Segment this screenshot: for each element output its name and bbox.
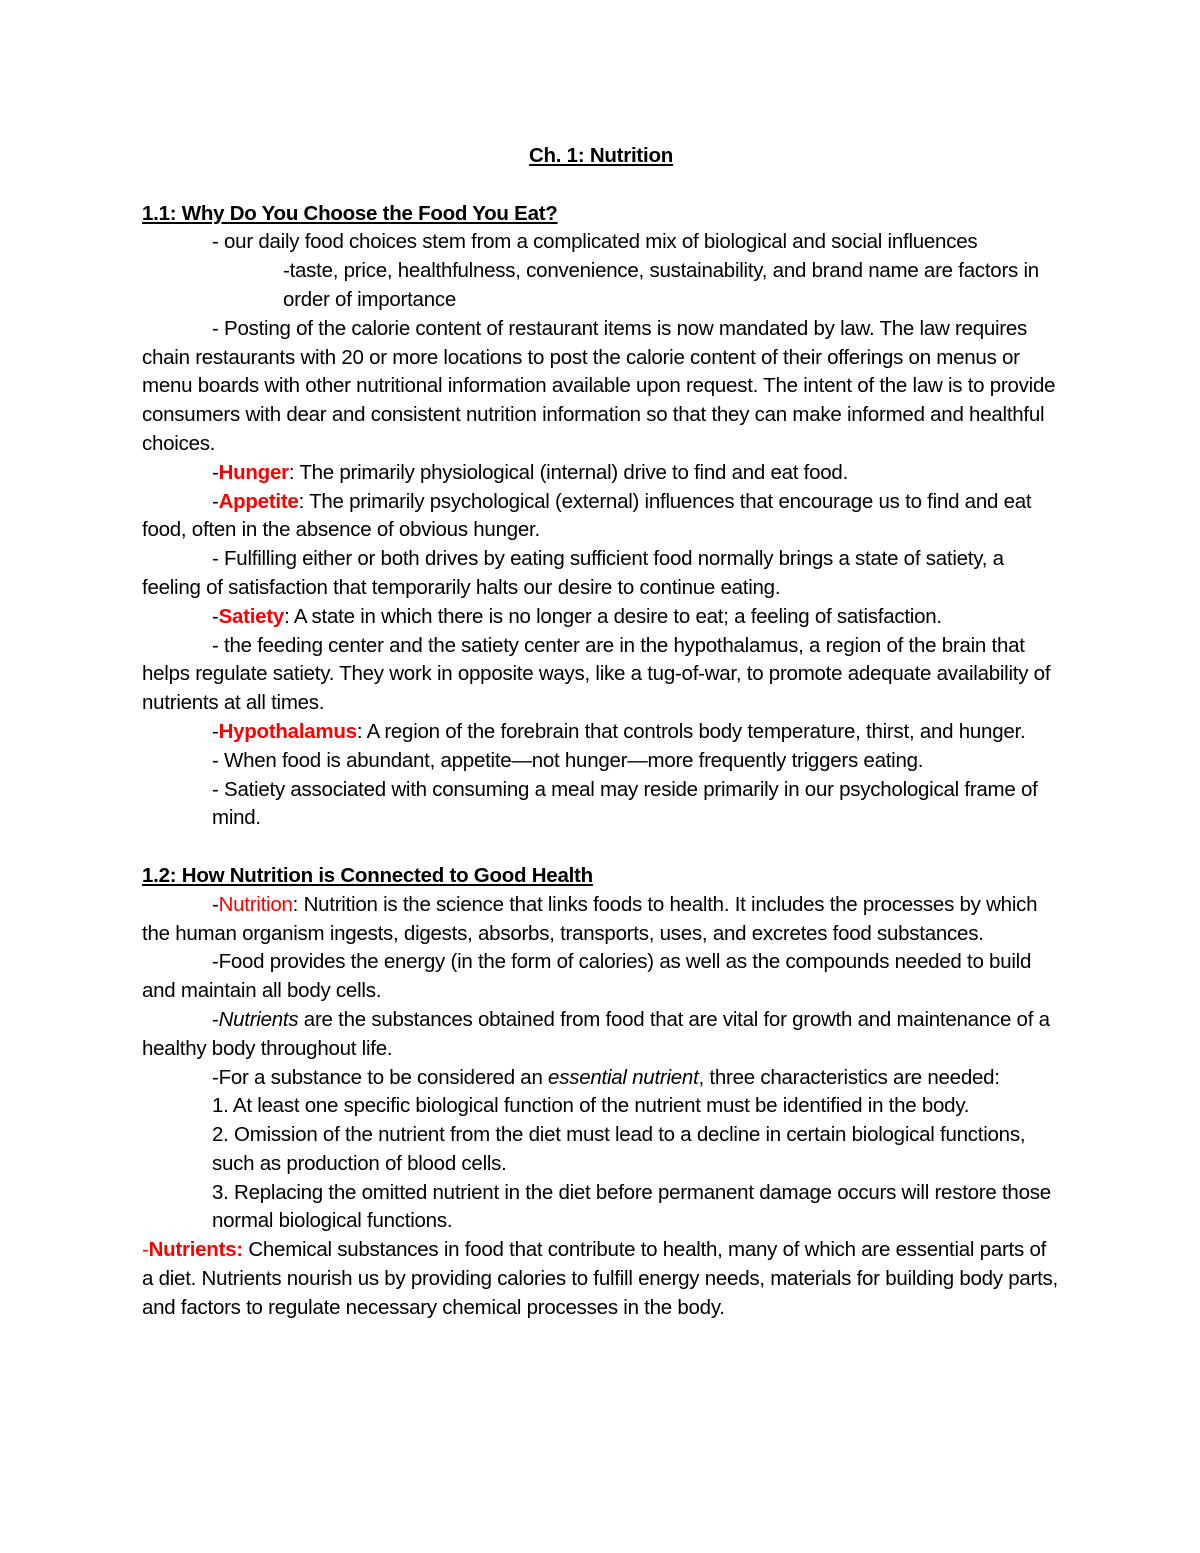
definition-text: : A state in which there is no longer a desire to eat; a feeling of satisfaction. bbox=[284, 604, 942, 628]
paragraph: - the feeding center and the satiety center are in the hypothalamus, a region of the brain that helps regulate satiety. They work in opposite ways, like a tug-of-war, to promote adequate availability of nutrients at all times. bbox=[142, 633, 1051, 715]
section-spacer bbox=[142, 833, 1060, 862]
dash: - bbox=[212, 892, 219, 916]
definition-nutrients bbox=[142, 1236, 1060, 1322]
definition-satiety bbox=[142, 603, 1060, 632]
term-nutrients: Nutrients: bbox=[148, 1238, 243, 1262]
paragraph: -Food provides the energy (in the form of calories) as well as the compounds needed to build and maintain all body cells. bbox=[142, 950, 1032, 1003]
list-item-2: 2. Omission of the nutrient from the diet must lead to a decline in certain biological functions, such as production of blood cells. bbox=[212, 1123, 1026, 1175]
emphasis-nutrients: Nutrients bbox=[218, 1007, 299, 1031]
dash: - bbox=[142, 1238, 149, 1262]
term-hypothalamus: Hypothalamus bbox=[218, 719, 357, 743]
page-title: Ch. 1: Nutrition bbox=[528, 144, 674, 167]
paragraph: - Fulfilling either or both drives by eating sufficient food normally brings a state of satiety, a feeling of satisfaction that temporarily halts our desire to continue eating. bbox=[142, 547, 1004, 599]
definition-hunger bbox=[142, 459, 1060, 488]
definition-hypothalamus bbox=[142, 718, 1060, 747]
dash: - bbox=[212, 604, 219, 628]
term-appetite: Appetite bbox=[218, 489, 299, 513]
dash: - bbox=[212, 460, 219, 484]
paragraph-text: , three characteristics are needed: bbox=[698, 1065, 1000, 1089]
definition-text: : Nutrition is the science that links foods to health. It includes the processes by which the human organism ingests, digests, absorbs, transports, uses, and excretes food substances. bbox=[142, 892, 1038, 945]
section-heading-1-1: 1.1: Why Do You Choose the Food You Eat? bbox=[142, 201, 558, 225]
paragraph: - Satiety associated with consuming a meal may reside primarily in our psychological frame of mind. bbox=[212, 777, 1038, 830]
definition-text: : The primarily psychological (external) influences that encourage us to find and eat food, often in the absence of obvious hunger. bbox=[142, 489, 1032, 542]
paragraph-essential bbox=[142, 1064, 1060, 1093]
definition-nutrition bbox=[142, 891, 1060, 949]
emphasis-essential-nutrient: essential nutrient bbox=[548, 1065, 699, 1089]
term-hunger: Hunger bbox=[218, 460, 289, 484]
paragraph: - Posting of the calorie content of restaurant items is now mandated by law. The law requires chain restaurants with 20 or more locations to post the calorie content of their offerings on menus or menu boards with other nutritional information available upon request. The intent of the law is to provide consumers with dear and consistent nutrition information so that they can make informed and healthful choices. bbox=[142, 316, 1056, 455]
definition-text: Chemical substances in food that contribute to health, many of which are essential parts of a diet. Nutrients nourish us by providing calories to fulfill energy needs, materials for building body parts, and factors to regulate necessary chemical processes in the body. bbox=[142, 1238, 1058, 1319]
paragraph-text: are the substances obtained from food that are vital for growth and maintenance of a healthy body throughout life. bbox=[142, 1007, 1050, 1060]
definition-text: : The primarily physiological (internal) drive to find and eat food. bbox=[288, 460, 849, 484]
term-satiety: Satiety bbox=[218, 604, 285, 628]
paragraph: - When food is abundant, appetite—not hunger—more frequently triggers eating. bbox=[212, 748, 924, 772]
paragraph-nutrients bbox=[142, 1006, 1060, 1064]
dash: - bbox=[212, 1007, 219, 1031]
definition-appetite bbox=[142, 488, 1060, 546]
list-item-1: 1. At least one specific biological function of the nutrient must be identified in the body. bbox=[212, 1094, 970, 1118]
term-nutrition: Nutrition bbox=[218, 892, 293, 916]
definition-text: : A region of the forebrain that controls body temperature, thirst, and hunger. bbox=[356, 719, 1026, 743]
paragraph: -taste, price, healthfulness, convenience, sustainability, and brand name are factors in order of importance bbox=[283, 259, 1039, 311]
dash: - bbox=[212, 489, 219, 513]
section-heading-1-2: 1.2: How Nutrition is Connected to Good Health bbox=[142, 863, 593, 887]
paragraph-text: -For a substance to be considered an bbox=[212, 1065, 549, 1089]
paragraph: - our daily food choices stem from a complicated mix of biological and social influences bbox=[212, 230, 978, 254]
dash: - bbox=[212, 719, 219, 743]
list-item-3: 3. Replacing the omitted nutrient in the diet before permanent damage occurs will restore those normal biological functions. bbox=[212, 1180, 1051, 1233]
